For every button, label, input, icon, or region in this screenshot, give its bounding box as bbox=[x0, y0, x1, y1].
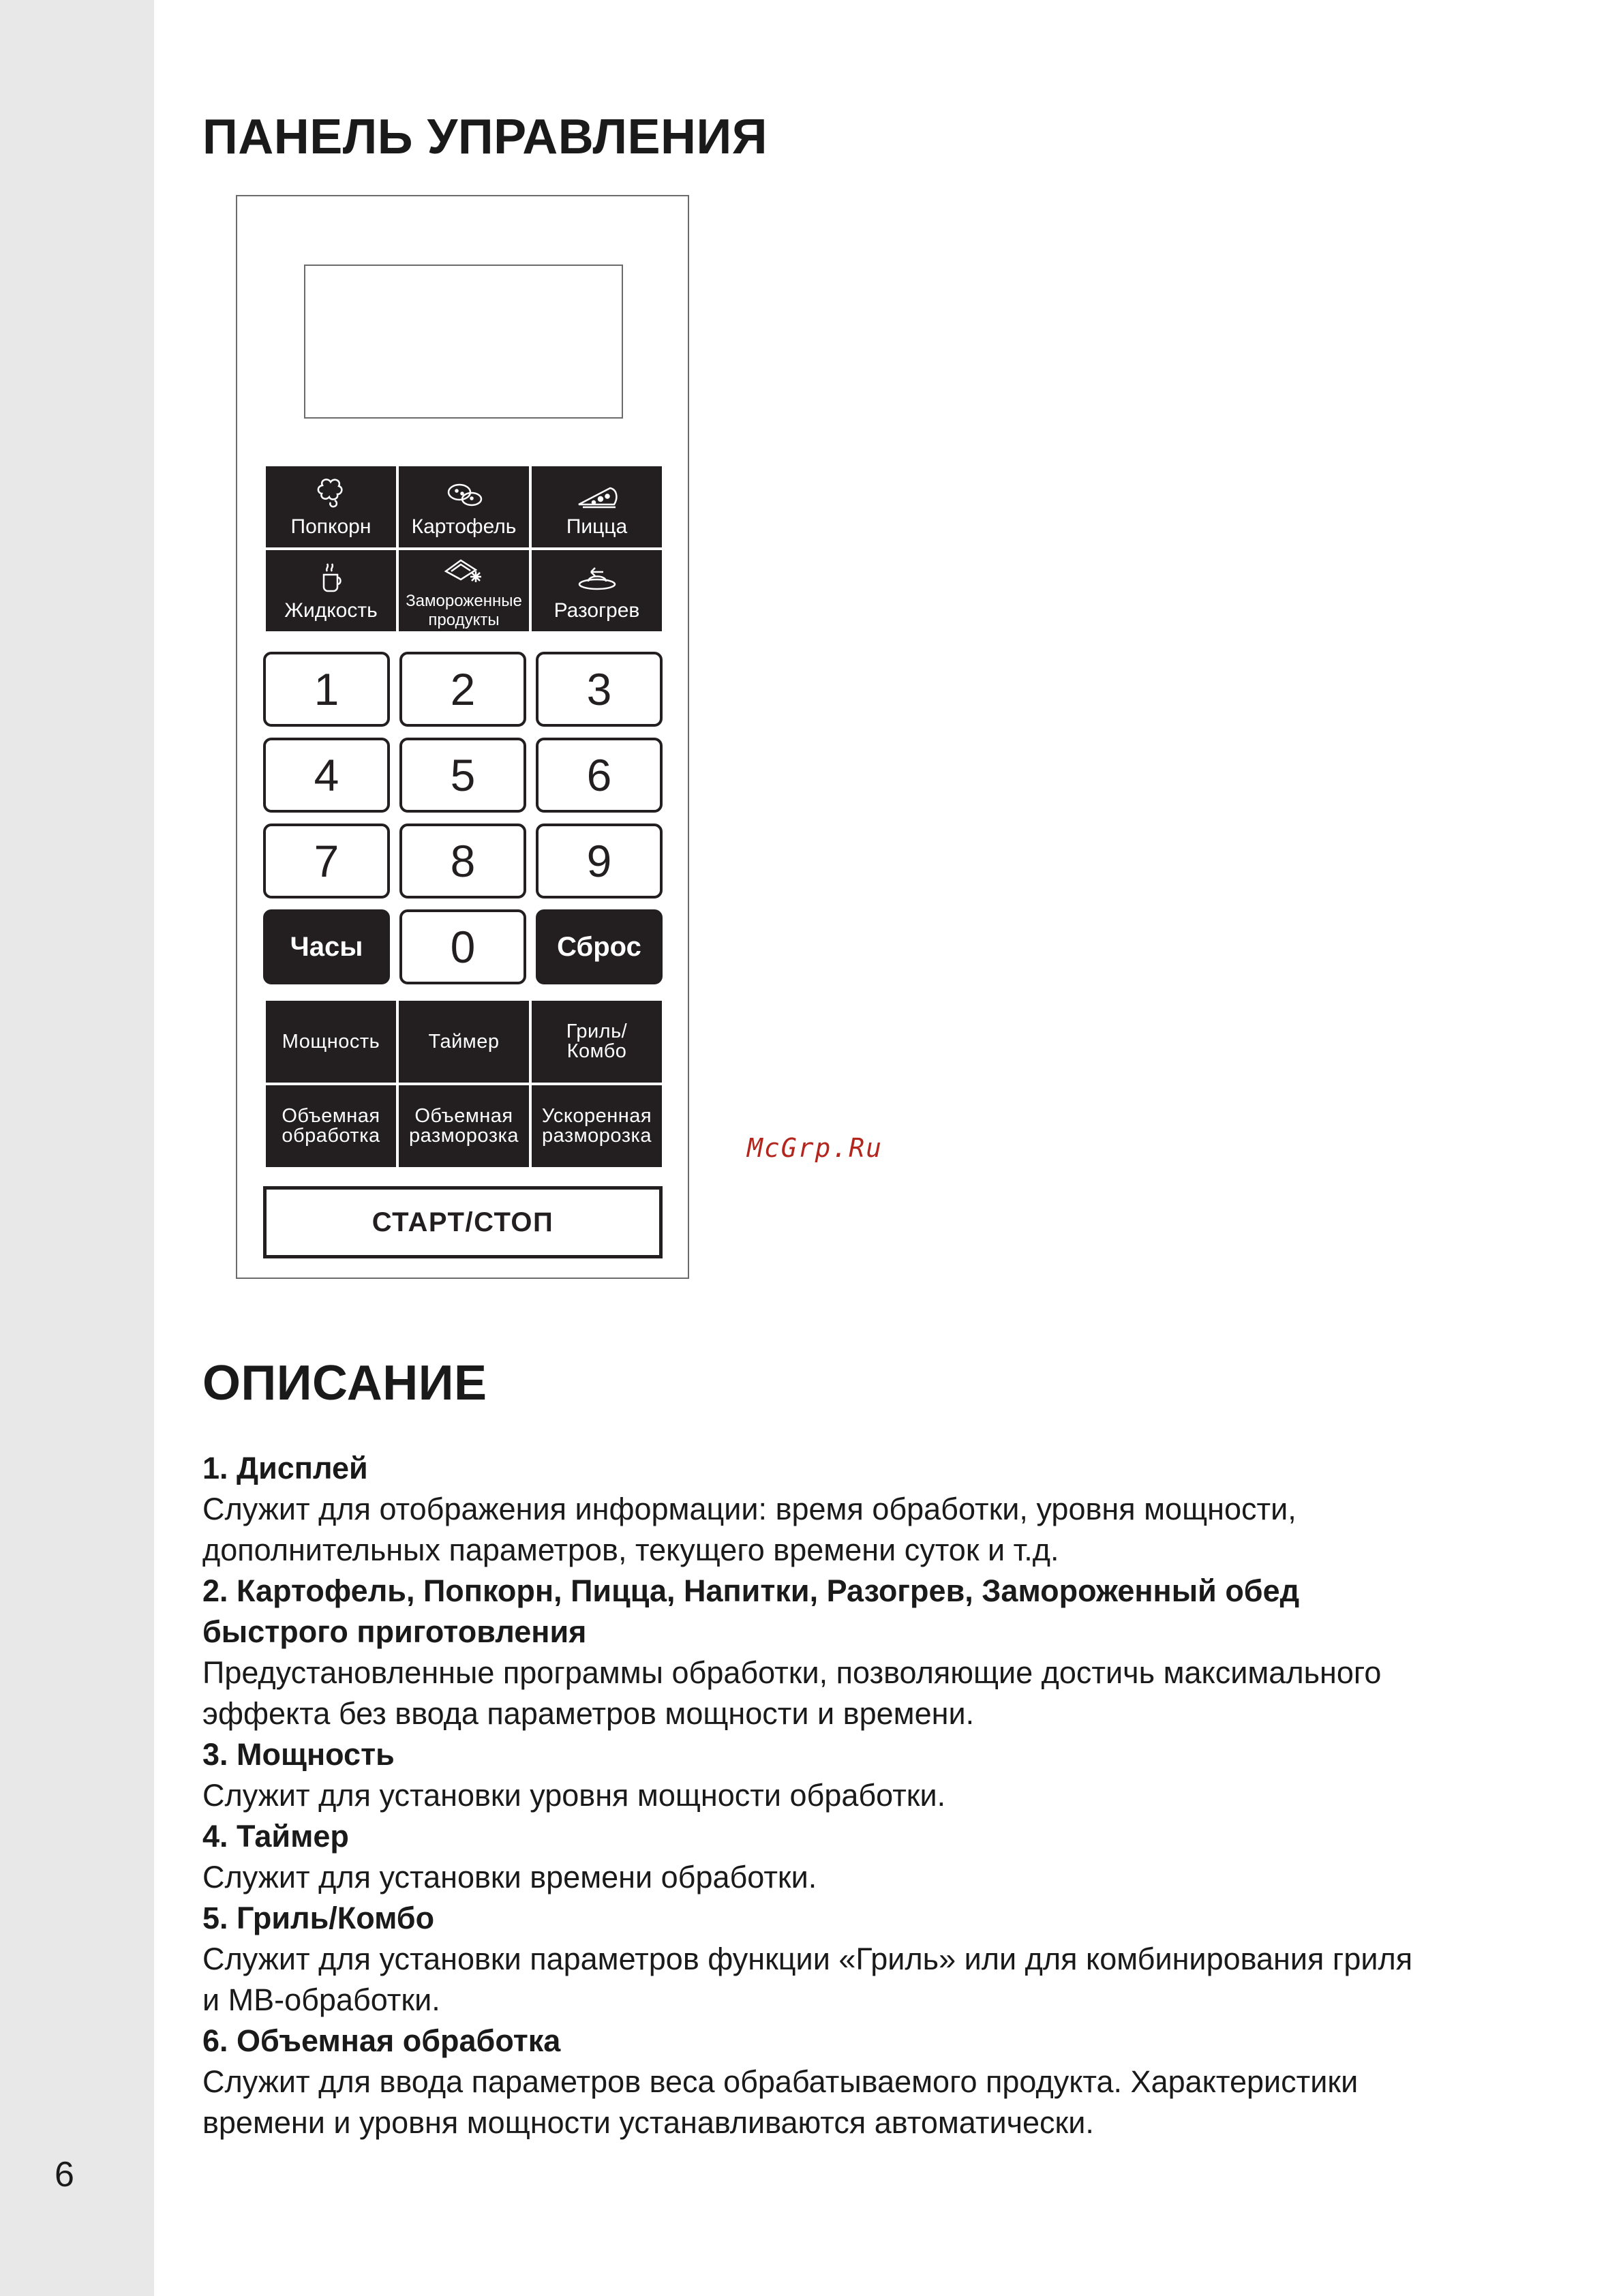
function-buttons bbox=[266, 1001, 662, 1167]
auto-cook-button[interactable] bbox=[266, 1085, 396, 1167]
item-text: Служит для отображения информации: время обработки, уровня мощности, bbox=[202, 1492, 1296, 1526]
button-label-line2: разморозка bbox=[409, 1125, 519, 1147]
item-title: 3. Мощность bbox=[202, 1737, 395, 1772]
description-list bbox=[202, 1448, 1538, 2143]
control-panel-diagram bbox=[236, 195, 689, 1279]
program-button-frozen-food[interactable] bbox=[399, 550, 529, 631]
key-1[interactable]: 1 bbox=[263, 652, 390, 727]
key-6[interactable]: 6 bbox=[536, 738, 663, 813]
button-label: Гриль/ bbox=[566, 1021, 628, 1042]
button-label-line2: разморозка bbox=[542, 1125, 652, 1147]
start-stop-button[interactable]: СТАРТ/СТОП bbox=[263, 1186, 663, 1258]
program-button-popcorn[interactable] bbox=[266, 466, 396, 547]
number-keypad bbox=[263, 652, 663, 984]
item-text: Служит для ввода параметров веса обрабатываемого продукта. Характеристики bbox=[202, 2064, 1359, 2099]
grill-combo-button[interactable] bbox=[532, 1001, 662, 1083]
item-title: 5. Гриль/Комбо bbox=[202, 1901, 435, 1935]
plate-icon bbox=[573, 561, 621, 595]
program-button-reheat[interactable] bbox=[532, 550, 662, 631]
item-text: Служит для установки уровня мощности обработки. bbox=[202, 1778, 946, 1813]
key-8[interactable]: 8 bbox=[399, 824, 526, 898]
heading-control-panel: ПАНЕЛЬ УПРАВЛЕНИЯ bbox=[202, 110, 768, 164]
item-text: дополнительных параметров, текущего времени суток и т.д. bbox=[202, 1532, 1059, 1567]
item-text: Служит для установки параметров функции «Гриль» или для комбинирования гриля bbox=[202, 1942, 1413, 1976]
button-label-line2: обработка bbox=[282, 1125, 380, 1147]
item-text: Служит для установки времени обработки. bbox=[202, 1860, 817, 1894]
button-label: Мощность bbox=[282, 1030, 380, 1053]
item-title: 4. Таймер bbox=[202, 1819, 349, 1854]
potato-icon bbox=[440, 477, 488, 511]
frozen-food-icon bbox=[440, 552, 488, 586]
item-text: и МВ-обработки. bbox=[202, 1982, 440, 2017]
key-4[interactable]: 4 bbox=[263, 738, 390, 813]
program-button-pizza[interactable] bbox=[532, 466, 662, 547]
page-number: 6 bbox=[55, 2155, 74, 2194]
item-text: эффекта без ввода параметров мощности и времени. bbox=[202, 1696, 975, 1731]
button-label: Ускоренная bbox=[541, 1105, 652, 1127]
popcorn-icon bbox=[307, 477, 355, 511]
timer-button[interactable] bbox=[399, 1001, 529, 1083]
heading-description: ОПИСАНИЕ bbox=[202, 1356, 487, 1410]
key-9[interactable]: 9 bbox=[536, 824, 663, 898]
display-window bbox=[304, 265, 623, 419]
cup-icon bbox=[307, 561, 355, 595]
item-text: времени и уровня мощности устанавливаются автоматически. bbox=[202, 2105, 1094, 2140]
program-label: Жидкость bbox=[284, 599, 378, 622]
button-label-line2: Комбо bbox=[566, 1040, 627, 1062]
page-margin-strip bbox=[0, 0, 154, 2296]
item-title: быстрого приготовления bbox=[202, 1614, 587, 1649]
power-button[interactable] bbox=[266, 1001, 396, 1083]
key-0[interactable]: 0 bbox=[399, 909, 526, 984]
clock-button[interactable]: Часы bbox=[263, 909, 390, 984]
item-title: 2. Картофель, Попкорн, Пицца, Напитки, Разогрев, Замороженный обед bbox=[202, 1573, 1300, 1608]
button-label: Объемная bbox=[282, 1105, 380, 1127]
key-2[interactable]: 2 bbox=[399, 652, 526, 727]
program-label: Попкорн bbox=[290, 515, 371, 538]
program-label: Разогрев bbox=[553, 599, 640, 622]
pizza-icon bbox=[573, 477, 621, 511]
key-7[interactable]: 7 bbox=[263, 824, 390, 898]
key-3[interactable]: 3 bbox=[536, 652, 663, 727]
program-button-liquid[interactable] bbox=[266, 550, 396, 631]
button-label: Таймер bbox=[428, 1030, 500, 1053]
item-title: 6. Объемная обработка bbox=[202, 2023, 561, 2058]
reset-button[interactable]: Сброс bbox=[536, 909, 663, 984]
watermark: McGrp.Ru bbox=[747, 1133, 883, 1163]
program-label: Картофель bbox=[411, 515, 517, 538]
weight-defrost-button[interactable] bbox=[399, 1085, 529, 1167]
item-title: 1. Дисплей bbox=[202, 1451, 368, 1485]
program-label: Замороженные продукты bbox=[406, 591, 522, 629]
program-button-potato[interactable] bbox=[399, 466, 529, 547]
program-label: Пицца bbox=[566, 515, 628, 538]
key-5[interactable]: 5 bbox=[399, 738, 526, 813]
program-buttons bbox=[266, 466, 662, 631]
button-label: Объемная bbox=[414, 1105, 513, 1127]
quick-defrost-button[interactable] bbox=[532, 1085, 662, 1167]
item-text: Предустановленные программы обработки, позволяющие достичь максимального bbox=[202, 1655, 1382, 1690]
